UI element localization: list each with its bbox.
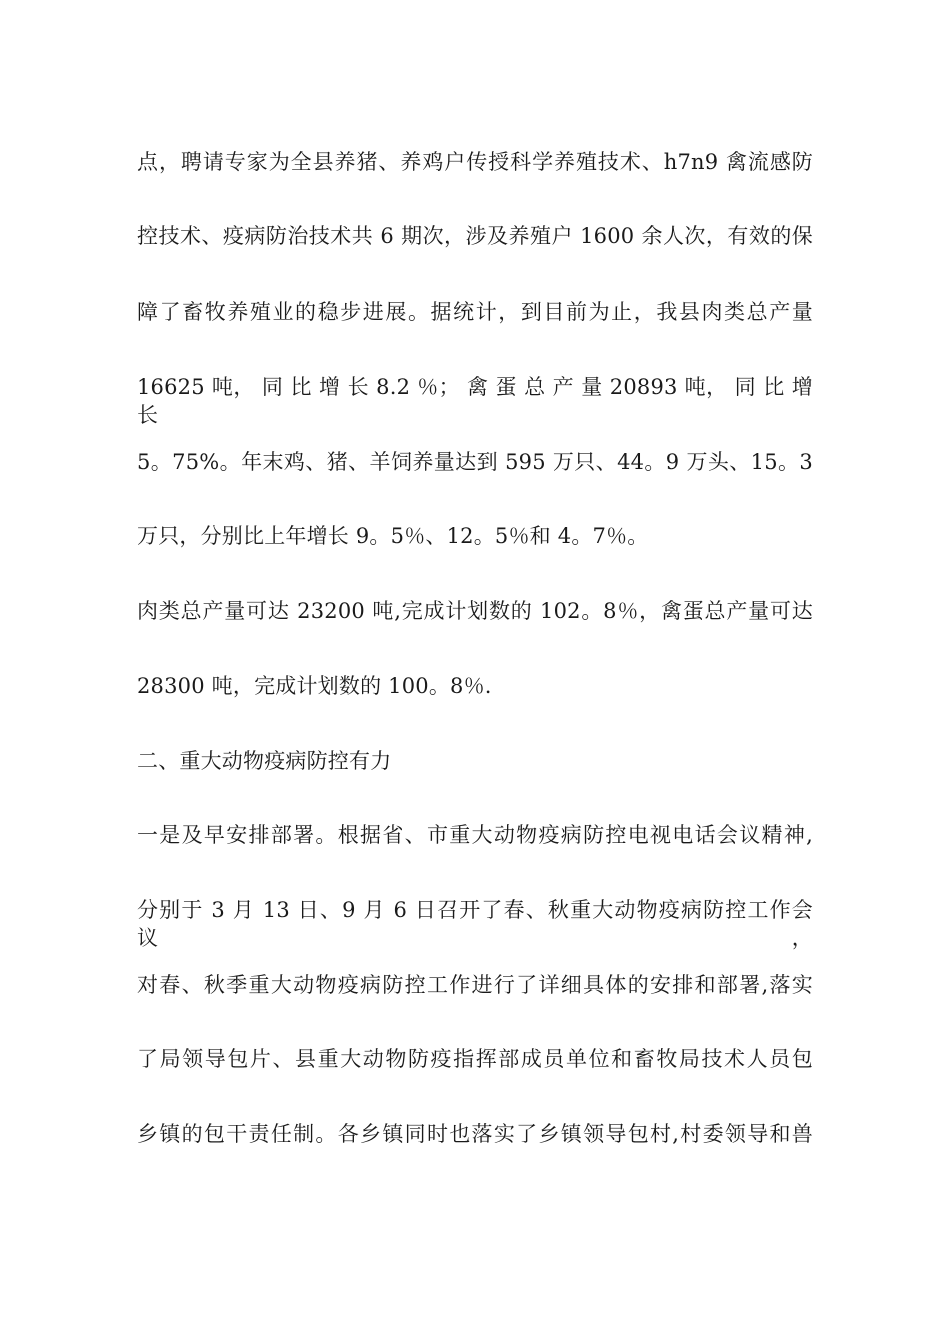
text-line-7: 肉类总产量可达 23200 吨,完成计划数的 102。8％，禽蛋总产量可达 — [137, 599, 813, 623]
text-line-10: 一是及早安排部署。根据省、市重大动物疫病防控电视电话会议精神, — [137, 823, 813, 847]
text-line-14: 乡镇的包干责任制。各乡镇同时也落实了乡镇领导包村,村委领导和兽 — [137, 1122, 813, 1146]
text-line-13: 了局领导包片、县重大动物防疫指挥部成员单位和畜牧局技术人员包 — [137, 1047, 813, 1071]
text-line-8: 28300 吨，完成计划数的 100。8％. — [137, 674, 492, 698]
text-line-1: 点，聘请专家为全县养猪、养鸡户传授科学养殖技术、h7n9 禽流感防 — [137, 150, 813, 174]
text-line-4: 16625 吨， 同 比 增 长 8.2 ％； 禽 蛋 总 产 量 20893 吨， 同 比 增 长 — [137, 375, 813, 427]
text-line-5: 5。75%。年末鸡、猪、羊饲养量达到 595 万只、44。9 万头、15。3 — [137, 450, 813, 474]
text-line-2: 控技术、疫病防治技术共 6 期次，涉及养殖户 1600 余人次，有效的保 — [137, 224, 813, 248]
section-heading: 二、重大动物疫病防控有力 — [137, 749, 392, 773]
text-line-11: 分别于 3 月 13 日、9 月 6 日召开了春、秋重大动物疫病防控工作会议， — [137, 898, 813, 950]
text-line-12: 对春、秋季重大动物疫病防控工作进行了详细具体的安排和部署,落实 — [137, 973, 813, 997]
text-line-6: 万只，分别比上年增长 9。5％、12。5％和 4。7％。 — [137, 524, 649, 548]
text-line-3: 障了畜牧养殖业的稳步进展。据统计，到目前为止，我县肉类总产量 — [137, 300, 813, 324]
